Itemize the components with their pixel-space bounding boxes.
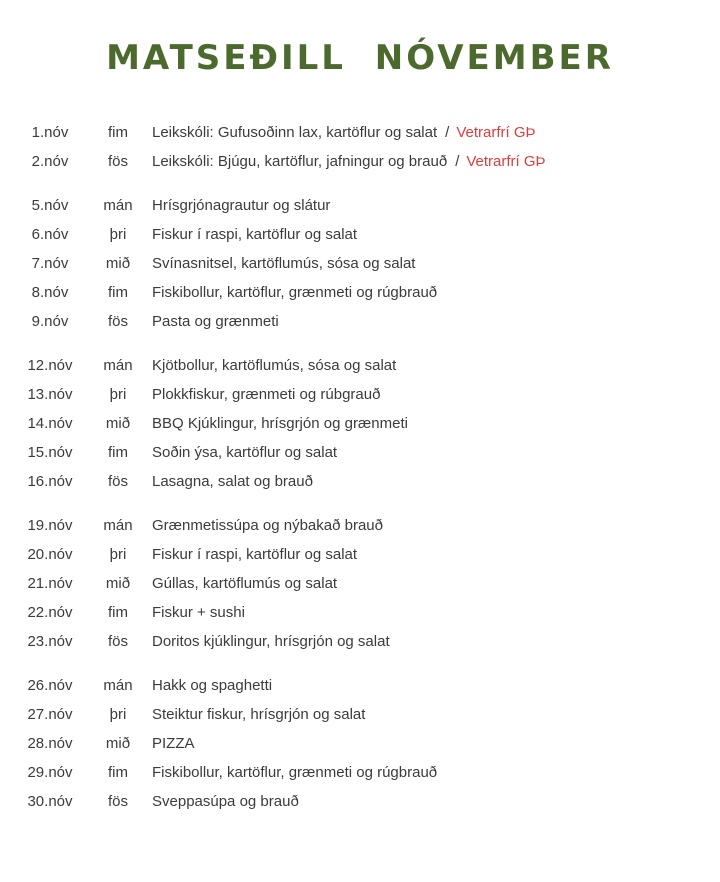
menu-week — [0, 351, 720, 496]
meal-cell — [152, 278, 720, 307]
meal-text: Soðin ýsa, kartöflur og salat — [152, 444, 338, 461]
note-text: Vetrarfrí GÞ — [456, 124, 536, 141]
menu-row — [0, 729, 720, 758]
day-cell: fim — [108, 124, 128, 141]
day-cell: mán — [103, 677, 133, 694]
date-cell: 26.nóv — [27, 677, 73, 694]
meal-cell — [152, 438, 720, 467]
day-cell: mið — [105, 415, 131, 432]
menu-row — [0, 511, 720, 540]
day-cell: þri — [109, 546, 127, 563]
meal-cell — [152, 249, 720, 278]
menu-row — [0, 249, 720, 278]
date-cell: 6.nóv — [31, 226, 69, 243]
day-cell: fös — [107, 473, 128, 490]
menu-row — [0, 438, 720, 467]
note-separator: / — [455, 153, 460, 170]
menu-row — [0, 598, 720, 627]
date-cell: 2.nóv — [31, 153, 69, 170]
meal-cell — [152, 540, 720, 569]
meal-cell — [152, 627, 720, 656]
meal-cell — [152, 569, 720, 598]
menu-week — [0, 118, 720, 176]
meal-cell — [152, 118, 720, 147]
meal-text: Doritos kjúklingur, hrísgrjón og salat — [152, 633, 390, 650]
menu-row — [0, 380, 720, 409]
meal-cell — [152, 147, 720, 176]
meal-text: Steiktur fiskur, hrísgrjón og salat — [152, 706, 366, 723]
meal-cell — [152, 511, 720, 540]
meal-text: Leikskóli: Gufusoðinn lax, kartöflur og salat — [152, 124, 438, 141]
day-cell: fim — [108, 604, 128, 621]
day-cell: fim — [108, 764, 128, 781]
meal-text: Fiskibollur, kartöflur, grænmeti og rúgbrauð — [152, 284, 438, 301]
day-cell: þri — [109, 226, 127, 243]
meal-cell — [152, 700, 720, 729]
day-cell: fim — [108, 284, 128, 301]
meal-cell — [152, 220, 720, 249]
meal-cell — [152, 467, 720, 496]
meal-text: Pasta og grænmeti — [152, 313, 279, 330]
day-cell: mið — [105, 255, 131, 272]
document-page — [0, 38, 720, 882]
date-cell: 22.nóv — [27, 604, 73, 621]
date-cell: 9.nóv — [31, 313, 69, 330]
menu-week — [0, 191, 720, 336]
meal-text: Leikskóli: Bjúgu, kartöflur, jafningur og brauð — [152, 153, 448, 170]
meal-cell — [152, 380, 720, 409]
meal-cell — [152, 191, 720, 220]
meal-text: Fiskur í raspi, kartöflur og salat — [152, 546, 358, 563]
menu-row — [0, 118, 720, 147]
meal-text: Grænmetissúpa og nýbakað brauð — [152, 517, 383, 534]
day-cell: fös — [107, 313, 128, 330]
menu-row — [0, 220, 720, 249]
menu-table — [0, 118, 720, 816]
menu-row — [0, 147, 720, 176]
day-cell: mán — [103, 197, 133, 214]
meal-text: PIZZA — [152, 735, 195, 752]
date-cell: 28.nóv — [27, 735, 73, 752]
date-cell: 30.nóv — [27, 793, 73, 810]
menu-row — [0, 409, 720, 438]
date-cell: 14.nóv — [27, 415, 73, 432]
meal-text: Svínasnitsel, kartöflumús, sósa og salat — [152, 255, 416, 272]
menu-week — [0, 511, 720, 656]
day-cell: fös — [107, 633, 128, 650]
date-cell: 5.nóv — [31, 197, 69, 214]
menu-row — [0, 540, 720, 569]
date-cell: 20.nóv — [27, 546, 73, 563]
day-cell: mið — [105, 575, 131, 592]
meal-text: Hakk og spaghetti — [152, 677, 273, 694]
meal-cell — [152, 307, 720, 336]
date-cell: 12.nóv — [27, 357, 73, 374]
meal-cell — [152, 758, 720, 787]
meal-cell — [152, 671, 720, 700]
day-cell: mið — [105, 735, 131, 752]
day-cell: mán — [103, 517, 133, 534]
meal-note — [437, 124, 535, 141]
menu-row — [0, 467, 720, 496]
day-cell: fim — [108, 444, 128, 461]
menu-row — [0, 569, 720, 598]
meal-text: Kjötbollur, kartöflumús, sósa og salat — [152, 357, 397, 374]
date-cell: 27.nóv — [27, 706, 73, 723]
menu-week — [0, 671, 720, 816]
menu-row — [0, 671, 720, 700]
date-cell: 29.nóv — [27, 764, 73, 781]
day-cell: þri — [109, 706, 127, 723]
menu-row — [0, 278, 720, 307]
day-cell: fös — [107, 793, 128, 810]
page-title: MATSEÐILL NÓVEMBER — [106, 38, 614, 78]
meal-text: Plokkfiskur, grænmeti og rúbgrauð — [152, 386, 381, 403]
menu-row — [0, 351, 720, 380]
meal-note — [447, 153, 545, 170]
menu-row — [0, 700, 720, 729]
date-cell: 19.nóv — [27, 517, 73, 534]
date-cell: 16.nóv — [27, 473, 73, 490]
meal-cell — [152, 729, 720, 758]
meal-text: Gúllas, kartöflumús og salat — [152, 575, 338, 592]
menu-row — [0, 787, 720, 816]
note-text: Vetrarfrí GÞ — [466, 153, 546, 170]
meal-cell — [152, 409, 720, 438]
meal-text: Fiskur í raspi, kartöflur og salat — [152, 226, 358, 243]
date-cell: 23.nóv — [27, 633, 73, 650]
meal-text: Fiskibollur, kartöflur, grænmeti og rúgbrauð — [152, 764, 438, 781]
day-cell: fös — [107, 153, 128, 170]
meal-cell — [152, 598, 720, 627]
date-cell: 13.nóv — [27, 386, 73, 403]
meal-text: BBQ Kjúklingur, hrísgrjón og grænmeti — [152, 415, 408, 432]
meal-cell — [152, 351, 720, 380]
date-cell: 1.nóv — [31, 124, 69, 141]
date-cell: 8.nóv — [31, 284, 69, 301]
meal-text: Lasagna, salat og brauð — [152, 473, 313, 490]
meal-cell — [152, 787, 720, 816]
date-cell: 15.nóv — [27, 444, 73, 461]
day-cell: þri — [109, 386, 127, 403]
meal-text: Hrísgrjónagrautur og slátur — [152, 197, 331, 214]
menu-row — [0, 307, 720, 336]
menu-row — [0, 191, 720, 220]
menu-row — [0, 627, 720, 656]
meal-text: Sveppasúpa og brauð — [152, 793, 299, 810]
date-cell: 7.nóv — [31, 255, 69, 272]
date-cell: 21.nóv — [27, 575, 73, 592]
meal-text: Fiskur + sushi — [152, 604, 245, 621]
day-cell: mán — [103, 357, 133, 374]
note-separator: / — [445, 124, 450, 141]
menu-row — [0, 758, 720, 787]
